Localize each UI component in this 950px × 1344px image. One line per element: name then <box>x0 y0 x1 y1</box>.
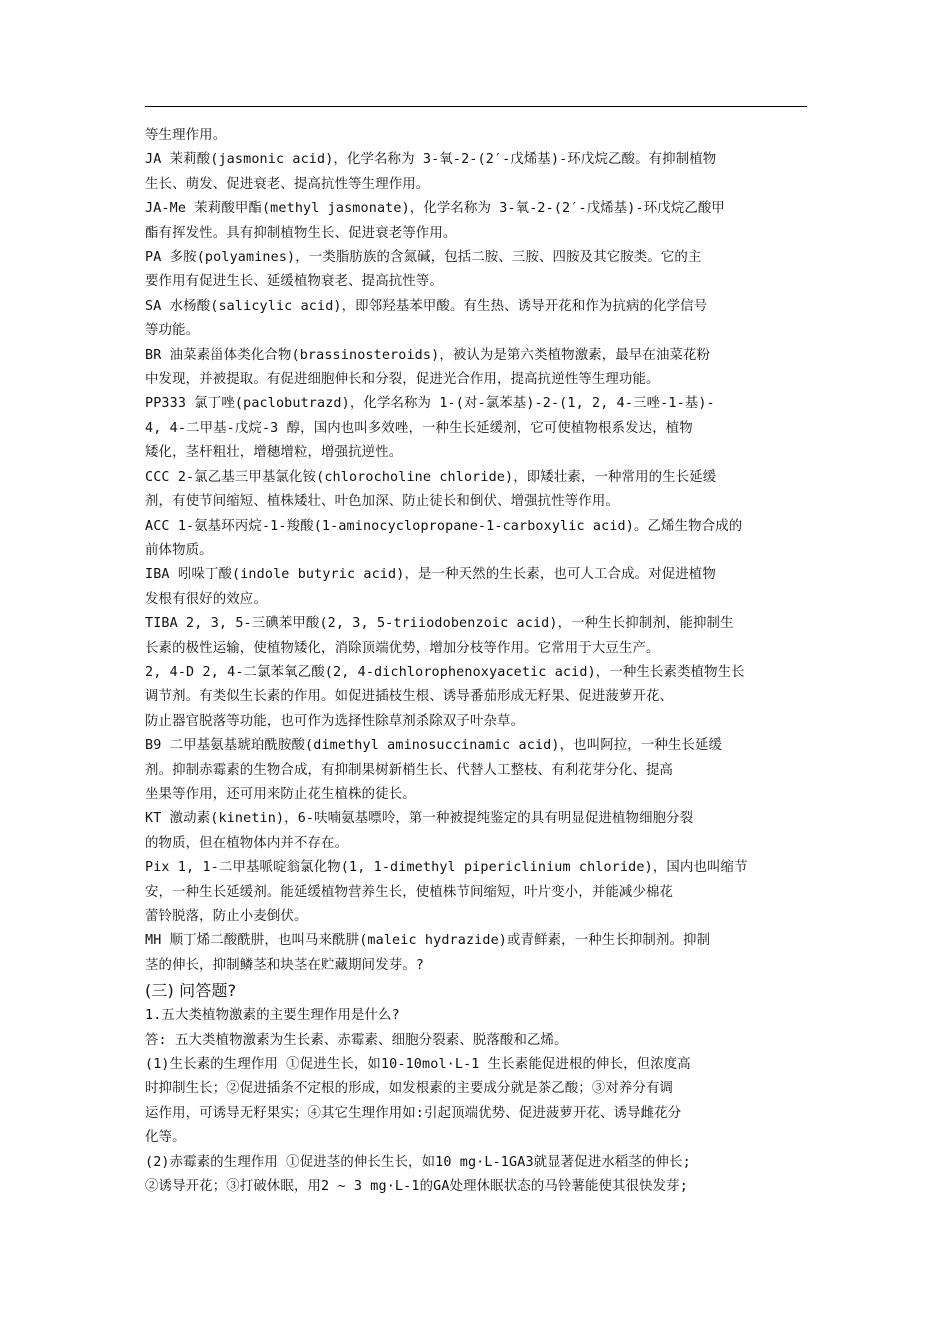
text-line: 剂。抑制赤霉素的生物合成，有抑制果树新梢生长、代替人工整枝、有利花芽分化、提高 <box>145 762 674 778</box>
text-line: JA 茉莉酸(jasmonic acid)，化学名称为 3-氧-2-(2′-戊烯基)-环戊烷乙酸。有抑制植物 <box>145 152 717 168</box>
document-body <box>145 124 815 1199</box>
text-line: TIBA 2, 3, 5-三碘苯甲酸(2, 3, 5-triiodobenzoic acid)，一种生长抑制剂，能抑制生 <box>145 616 734 632</box>
text-line: 剂，有使节间缩短、植株矮壮、叶色加深、防止徒长和倒伏、增强抗性等作用。 <box>145 494 619 510</box>
text-line: (2)赤霉素的生理作用 ①促进茎的伸长生长，如10 mg·L-1GA3就显著促进水稻茎的伸长; <box>145 1154 691 1170</box>
text-line: 安，一种生长延缓剂。能延缓植物营养生长，使植株节间缩短，叶片变小，并能减少棉花 <box>145 884 674 900</box>
text-line: 前体物质。 <box>145 542 213 558</box>
text-line: 要作用有促进生长、延缓植物衰老、提高抗性等。 <box>145 274 443 290</box>
text-line: 发根有很好的效应。 <box>145 591 267 607</box>
text-line: 的物质，但在植物体内并不存在。 <box>145 835 349 851</box>
text-line: 1.五大类植物激素的主要生理作用是什么? <box>145 1008 400 1024</box>
text-line: 生长、萌发、促进衰老、提高抗性等生理作用。 <box>145 176 430 192</box>
qa-section <box>145 1004 815 1199</box>
text-line: MH 顺丁烯二酸酰肼，也叫马来酰肼(maleic hydrazide)或青鲜素，一种生长抑制剂。抑制 <box>145 933 711 949</box>
text-line: 茎的伸长，抑制鳞茎和块茎在贮藏期间发芽。? <box>145 957 425 973</box>
text-line: 中发现，并被提取。有促进细胞伸长和分裂，促进光合作用，提高抗逆性等生理功能。 <box>145 372 660 388</box>
text-line: ②诱导开花；③打破休眠，用2 ~ 3 mg·L-1的GA处理休眠状态的马铃薯能使其很快发芽; <box>145 1179 688 1195</box>
text-line: 答: 五大类植物激素为生长素、赤霉素、细胞分裂素、脱落酸和乙烯。 <box>145 1032 568 1048</box>
text-line: IBA 吲哚丁酸(indole butyric acid)，是一种天然的生长素，也可人工合成。对促进植物 <box>145 567 716 583</box>
text-line: 等生理作用。 <box>145 128 227 143</box>
text-line: ACC 1-氨基环丙烷-1-羧酸(1-aminocyclopropane-1-carboxylic acid)。乙烯生物合成的 <box>145 518 743 534</box>
text-line: 矮化，茎杆粗壮，增穗增粒，增强抗逆性。 <box>145 445 403 461</box>
section-heading: (三) 问答题? <box>145 981 237 1001</box>
text-line: 2, 4-D 2, 4-二氯苯氧乙酸(2, 4-dichlorophenoxyacetic acid)，一种生长素类植物生长 <box>145 664 745 680</box>
text-line: 4, 4-二甲基-戊烷-3 醇，国内也叫多效唑，一种生长延缓剂，它可使植物根系发达，植物 <box>145 420 693 436</box>
text-line: 酯有挥发性。具有抑制植物生长、促进衰老等作用。 <box>145 225 457 241</box>
glossary-section <box>145 124 815 978</box>
text-line: CCC 2-氯乙基三甲基氯化铵(chlorocholine chloride)，即矮壮素，一种常用的生长延缓 <box>145 469 717 485</box>
text-line: (1)生长素的生理作用 ①促进生长，如10-10mol·L-1 生长素能促进根的伸长，但浓度高 <box>145 1057 691 1073</box>
text-line: 运作用，可诱导无籽果实；④其它生理作用如:引起顶端优势、促进菠萝开花、诱导雌花分 <box>145 1105 682 1121</box>
text-line: 防止器官脱落等功能，也可作为选择性除草剂杀除双子叶杂草。 <box>145 713 525 729</box>
text-line: 调节剂。有类似生长素的作用。如促进插枝生根、诱导番茄形成无籽果、促进菠萝开花、 <box>145 689 674 705</box>
text-line: PA 多胺(polyamines)，一类脂肪族的含氮碱，包括二胺、三胺、四胺及其它胺类。它的主 <box>145 250 702 266</box>
text-line: KT 激动素(kinetin)，6-呋喃氨基嘌呤，第一种被提纯鉴定的具有明显促进植物细胞分裂 <box>145 811 694 827</box>
text-line: JA-Me 茉莉酸甲酯(methyl jasmonate)，化学名称为 3-氧-2-(2′-戊烯基)-环戊烷乙酸甲 <box>145 201 725 217</box>
text-line: B9 二甲基氨基琥珀酰胺酸(dimethyl aminosuccinamic acid)，也叫阿拉，一种生长延缓 <box>145 738 723 754</box>
text-line: 坐果等作用，还可用来防止花生植株的徒长。 <box>145 786 416 802</box>
text-line: Pix 1, 1-二甲基哌啶翁氯化物(1, 1-dimethyl pipericlinium chloride)，国内也叫缩节 <box>145 860 748 876</box>
text-line: BR 油菜素甾体类化合物(brassinosteroids)，被认为是第六类植物激素，最早在油菜花粉 <box>145 347 711 363</box>
text-line: 等功能。 <box>145 323 200 339</box>
text-line: 蕾铃脱落，防止小麦倒伏。 <box>145 909 308 924</box>
text-line: PP333 氯丁唑(paclobutrazd)，化学名称为 1-(对-氯苯基)-2-(1, 2, 4-三唑-1-基)- <box>145 396 715 412</box>
text-line: 时抑制生长；②促进插条不定根的形成，如发根素的主要成分就是茶乙酸；③对养分有调 <box>145 1081 674 1097</box>
text-line: SA 水杨酸(salicylic acid)，即邻羟基苯甲酸。有生热、诱导开花和作为抗病的化学信号 <box>145 298 708 314</box>
text-line: 化等。 <box>145 1130 186 1146</box>
header-rule <box>145 106 807 107</box>
text-line: 长素的极性运输，使植物矮化，消除顶端优势，增加分枝等作用。它常用于大豆生产。 <box>145 640 660 656</box>
